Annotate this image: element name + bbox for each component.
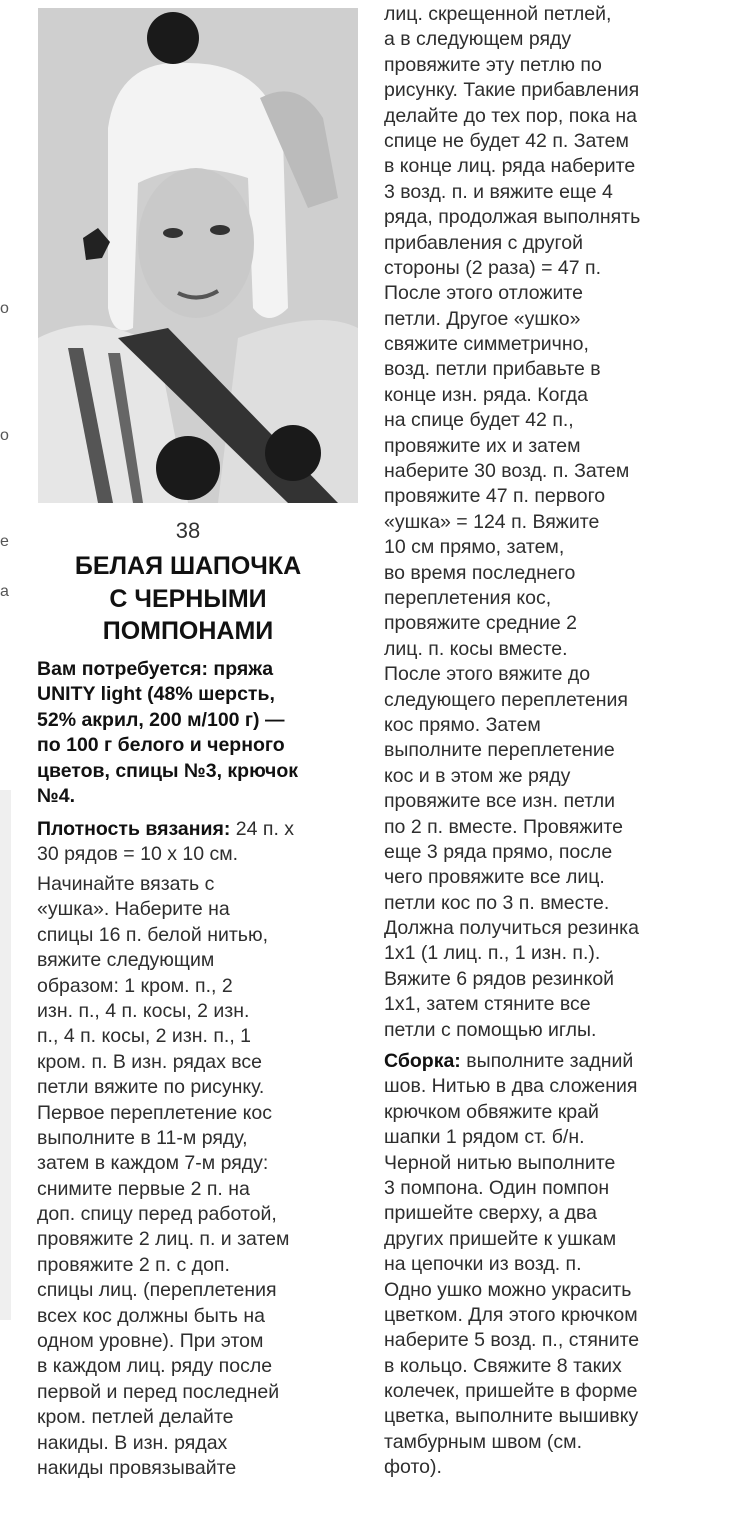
pattern-title: [28, 550, 348, 648]
text-line: накиды. В изн. рядах: [37, 1431, 228, 1454]
title-line: ПОМПОНАМИ: [102, 617, 274, 645]
text-line: провяжите их и затем: [384, 434, 581, 457]
text-line: лиц. скрещенной петлей,: [384, 3, 612, 25]
text-line: п., 4 п. косы, 2 изн. п., 1: [37, 1025, 252, 1048]
text-line: выполните в 11-м ряду,: [37, 1126, 248, 1149]
text-line: Первое переплетение кос: [37, 1101, 273, 1124]
text-line: провяжите эту петлю по: [384, 53, 602, 76]
text-line: кос прямо. Затем: [384, 713, 541, 736]
text-line: снимите первые 2 п. на: [37, 1177, 250, 1200]
title-line: С ЧЕРНЫМИ: [109, 584, 267, 613]
pattern-number: 38: [175, 518, 201, 543]
text-line: кром. петлей делайте: [37, 1406, 234, 1429]
text-line: провяжите 2 п. с доп.: [37, 1253, 230, 1276]
title-line: БЕЛАЯ ШАПОЧКА: [74, 552, 302, 580]
text-line: петли с помощью иглы.: [384, 1018, 597, 1041]
text-line: провяжите все изн. петли: [384, 790, 615, 813]
assembly-line: цветком. Для этого крючком: [384, 1303, 638, 1326]
text-line: петли. Другое «ушко»: [384, 307, 581, 330]
assembly-line: пришейте сверху, а два: [384, 1202, 598, 1225]
margin-fragment: о: [0, 427, 9, 444]
assembly-line: тамбурным швом (см.: [384, 1430, 582, 1453]
text-line: После этого вяжите до: [384, 663, 591, 686]
assembly-line: фото).: [384, 1456, 442, 1479]
text-line: прибавления с другой: [384, 231, 583, 254]
text-line: одном уровне). При этом: [37, 1330, 264, 1353]
materials-line: 52% акрил, 200 м/100 г) —: [37, 708, 285, 731]
materials-label: Вам потребуется:: [37, 658, 208, 680]
assembly-line: в кольцо. Свяжите 8 таких: [384, 1354, 622, 1377]
text-line: конце изн. ряда. Когда: [384, 383, 588, 406]
text-line: вяжите следующим: [37, 949, 215, 972]
density-label: Плотность вязания:: [37, 818, 231, 840]
text-line: еще 3 ряда прямо, после: [384, 840, 613, 863]
assembly-line: Одно ушко можно украсить: [384, 1278, 632, 1301]
text-line: наберите 30 возд. п. Затем: [384, 460, 630, 483]
materials-section: [37, 657, 298, 809]
text-line: провяжите 2 лиц. п. и затем: [37, 1228, 290, 1251]
text-line: лиц. п. косы вместе.: [384, 637, 568, 660]
text-line: петли кос по 3 п. вместе.: [384, 891, 610, 914]
text-line: в конце лиц. ряда наберите: [384, 155, 636, 178]
text-line: затем в каждом 7-м ряду:: [37, 1152, 269, 1175]
text-line: петли вяжите по рисунку.: [37, 1076, 265, 1099]
assembly-line: шов. Нитью в два сложения: [384, 1075, 638, 1098]
text-line: 1х1 (1 лиц. п., 1 изн. п.).: [384, 942, 601, 965]
materials-line: по 100 г белого и черного: [37, 734, 285, 757]
assembly-line: цветка, выполните вышивку: [384, 1405, 639, 1428]
margin-fragment: а: [0, 583, 9, 600]
assembly-line: 3 помпона. Один помпон: [384, 1176, 610, 1199]
text-line: 3 возд. п. и вяжите еще 4: [384, 180, 613, 203]
text-line: кос и в этом же ряду: [384, 764, 571, 787]
assembly-line: колечек, пришейте в форме: [384, 1380, 638, 1403]
text-line: на спице будет 42 п.,: [384, 409, 574, 432]
text-line: рисунку. Такие прибавления: [384, 79, 640, 102]
text-line: во время последнего: [384, 561, 576, 584]
text-line: спице не будет 42 п. Затем: [384, 129, 629, 152]
scan-edge-strip: [0, 790, 11, 1320]
assembly-line: крючком обвяжите край: [384, 1100, 599, 1123]
assembly-line: выполните задний: [460, 1050, 634, 1072]
text-line: 10 см прямо, затем,: [384, 536, 565, 559]
text-line: провяжите средние 2: [384, 612, 578, 635]
text-line: возд. петли прибавьте в: [384, 358, 601, 381]
text-line: свяжите симметрично,: [384, 333, 589, 356]
text-line: в каждом лиц. ряду после: [37, 1355, 273, 1378]
text-line: Вяжите 6 рядов резинкой: [384, 967, 615, 990]
photo-woman-in-hat: [38, 8, 358, 503]
text-line: накиды провязывайте: [37, 1456, 237, 1479]
text-line: всех кос должны быть на: [37, 1304, 265, 1327]
text-line: образом: 1 кром. п., 2: [37, 974, 233, 997]
materials-line: UNITY light (48% шерсть,: [37, 683, 275, 706]
density-section: [37, 817, 294, 868]
text-line: стороны (2 раза) = 47 п.: [384, 256, 602, 279]
assembly-section: [384, 1049, 639, 1481]
text-line: выполните переплетение: [384, 739, 615, 762]
text-line: кром. п. В изн. рядах все: [37, 1050, 263, 1073]
text-line: ряда, продолжая выполнять: [384, 206, 641, 229]
text-line: изн. п., 4 п. косы, 2 изн.: [37, 999, 250, 1022]
text-line: спицы лиц. (переплетения: [37, 1279, 277, 1302]
margin-fragment: о: [0, 300, 9, 317]
materials-line: пряжа: [213, 658, 274, 680]
text-line: чего провяжите все лиц.: [384, 866, 605, 889]
text-line: переплетения кос,: [384, 586, 552, 609]
text-line: по 2 п. вместе. Провяжите: [384, 815, 623, 838]
text-line: первой и перед последней: [37, 1380, 280, 1403]
margin-fragment: е: [0, 533, 9, 550]
text-line: «ушка» = 124 п. Вяжите: [384, 510, 600, 533]
instructions-left-column: [37, 872, 289, 1481]
assembly-label: Сборка:: [384, 1050, 461, 1072]
density-value: 24 п. х: [230, 818, 295, 840]
text-line: спицы 16 п. белой нитью,: [37, 923, 269, 946]
assembly-line: других пришейте к ушкам: [384, 1227, 617, 1250]
text-line: делайте до тех пор, пока на: [384, 104, 637, 127]
text-line: следующего переплетения: [384, 688, 628, 711]
materials-line: цветов, спицы №3, крючок: [37, 759, 298, 782]
text-line: 1х1, затем стяните все: [384, 993, 591, 1016]
assembly-line: наберите 5 возд. п., стяните: [384, 1329, 640, 1352]
instructions-right-column: [384, 2, 640, 1043]
assembly-line: Черной нитью выполните: [384, 1151, 616, 1174]
text-line: Начинайте вязать с: [37, 873, 215, 895]
assembly-line: шапки 1 рядом ст. б/н.: [384, 1126, 585, 1149]
text-line: а в следующем ряду: [384, 28, 572, 51]
materials-line: №4.: [37, 784, 76, 807]
text-line: «ушка». Наберите на: [37, 898, 230, 921]
text-line: провяжите 47 п. первого: [384, 485, 606, 508]
text-line: Должна получиться резинка: [384, 917, 639, 940]
assembly-line: на цепочки из возд. п.: [384, 1253, 582, 1276]
text-line: После этого отложите: [384, 282, 583, 305]
text-line: доп. спицу перед работой,: [37, 1203, 277, 1226]
density-value: 30 рядов = 10 х 10 см.: [37, 843, 239, 866]
